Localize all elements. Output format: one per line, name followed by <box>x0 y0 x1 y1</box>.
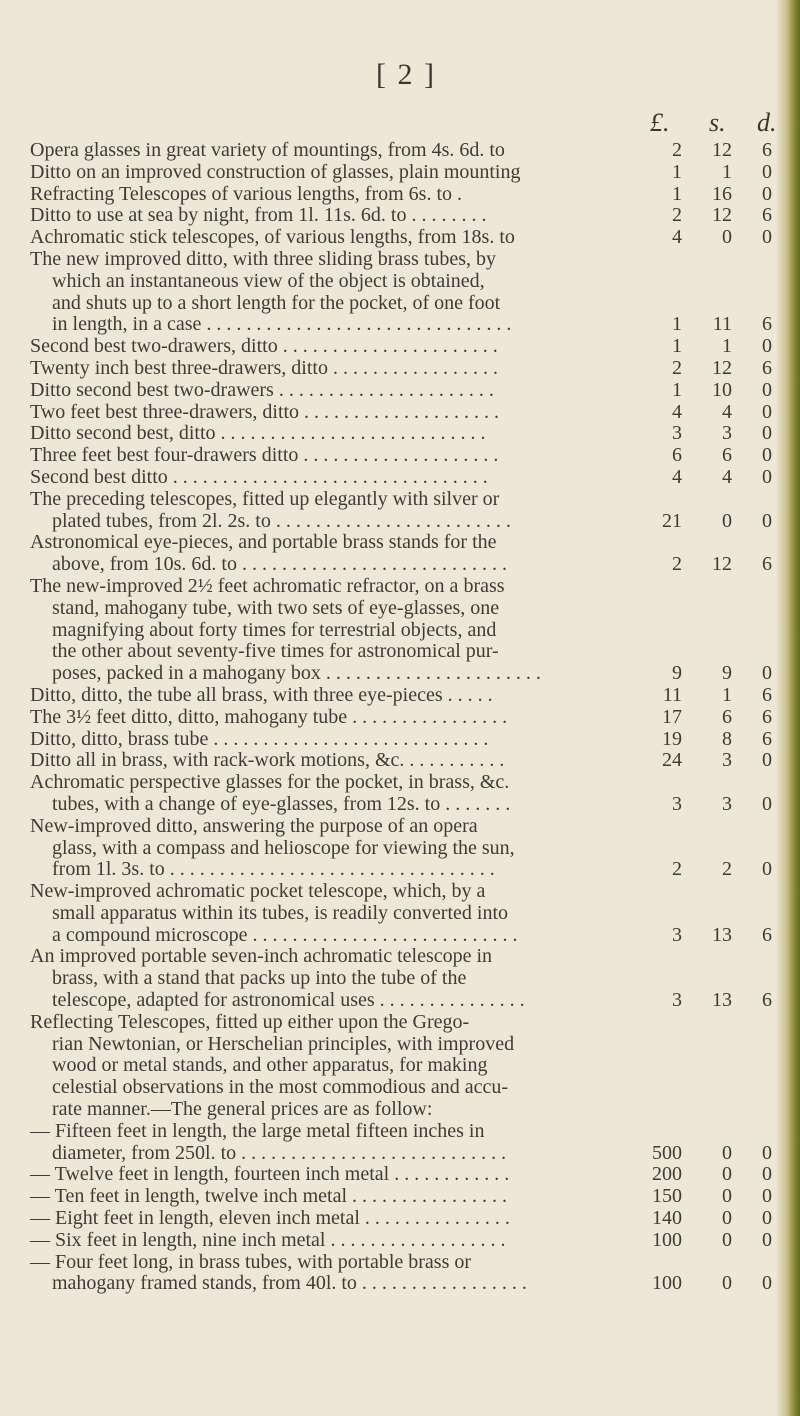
price-list-line <box>30 423 770 445</box>
item-description: above, from 10s. 6d. to . . . . . . . . . . . . . . . . . . . . . . . . . . . <box>52 553 507 576</box>
price-list-line <box>30 467 770 489</box>
item-description: rate manner.—The general prices are as follow: <box>52 1098 433 1121</box>
price-list-line <box>30 1121 770 1143</box>
price-shillings: 0 <box>722 509 732 532</box>
price-shillings: 6 <box>722 444 732 467</box>
price-list-line <box>30 663 770 685</box>
price-list-line <box>30 445 770 467</box>
item-description: Ditto second best two-drawers . . . . . . . . . . . . . . . . . . . . . . <box>30 378 494 401</box>
price-list-line <box>30 772 770 794</box>
price-list-line <box>30 162 770 184</box>
price-pence: 0 <box>762 400 772 423</box>
item-description: Achromatic stick telescopes, of various lengths, from 18s. to <box>30 226 515 249</box>
price-list-line <box>30 554 770 576</box>
price-pounds: 19 <box>662 727 682 750</box>
price-shillings: 1 <box>722 160 732 183</box>
page-number: [ 2 ] <box>376 58 436 91</box>
price-list-line <box>30 707 770 729</box>
item-description: and shuts up to a short length for the pocket, of one foot <box>52 291 501 314</box>
item-description: diameter, from 250l. to . . . . . . . . . . . . . . . . . . . . . . . . . . . <box>52 1141 507 1164</box>
price-list-line <box>30 489 770 511</box>
item-description: — Fifteen feet in length, the large metal fifteen inches in <box>30 1119 485 1142</box>
page-edge-stain <box>776 0 800 1416</box>
price-shillings: 0 <box>722 1207 732 1230</box>
price-list-line <box>30 1055 770 1077</box>
price-column-headers <box>0 100 800 137</box>
price-shillings: 3 <box>722 792 732 815</box>
price-shillings: 0 <box>722 1163 732 1186</box>
price-pounds: 24 <box>662 749 682 772</box>
price-pence: 0 <box>762 1185 772 1208</box>
price-pounds: 2 <box>672 139 682 161</box>
item-description: the other about seventy-five times for astronomical pur- <box>52 640 499 663</box>
price-list-line <box>30 314 770 336</box>
item-description: Ditto, ditto, the tube all brass, with three eye-pieces . . . . . <box>30 683 493 706</box>
price-pounds: 17 <box>662 705 682 728</box>
item-description: — Eight feet in length, eleven inch metal . . . . . . . . . . . . . . . <box>30 1207 510 1230</box>
item-description: which an instantaneous view of the object is obtained, <box>52 269 485 292</box>
price-shillings: 3 <box>722 422 732 445</box>
price-list <box>30 140 770 1295</box>
price-pounds: 140 <box>652 1207 682 1230</box>
price-shillings: 1 <box>722 683 732 706</box>
price-pounds: 3 <box>672 989 682 1012</box>
item-description: in length, in a case . . . . . . . . . . . . . . . . . . . . . . . . . . . . . . . <box>52 313 512 336</box>
price-list-line <box>30 271 770 293</box>
price-list-line <box>30 598 770 620</box>
price-list-line <box>30 1012 770 1034</box>
price-list-line <box>30 838 770 860</box>
item-description: The preceding telescopes, fitted up elegantly with silver or <box>30 487 500 510</box>
price-shillings: 16 <box>712 182 732 205</box>
price-pence: 0 <box>762 1141 772 1164</box>
price-pounds: 150 <box>652 1185 682 1208</box>
price-pence: 0 <box>762 509 772 532</box>
item-description: Refracting Telescopes of various lengths, from 6s. to . <box>30 182 463 205</box>
item-description: Reflecting Telescopes, fitted up either upon the Grego- <box>30 1010 470 1033</box>
price-list-line <box>30 925 770 947</box>
price-list-line <box>30 249 770 271</box>
price-list-line <box>30 685 770 707</box>
price-pounds: 1 <box>672 182 682 205</box>
item-description: New-improved ditto, answering the purpose of an opera <box>30 814 478 837</box>
price-shillings: 4 <box>722 400 732 423</box>
price-shillings: 6 <box>722 705 732 728</box>
price-list-line <box>30 358 770 380</box>
price-pounds: 100 <box>652 1272 682 1295</box>
price-pence: 0 <box>762 226 772 249</box>
price-pence: 0 <box>762 1163 772 1186</box>
item-description: — Ten feet in length, twelve inch metal . . . . . . . . . . . . . . . . <box>30 1185 508 1208</box>
price-shillings: 1 <box>722 335 732 358</box>
item-description: Three feet best four-drawers ditto . . . . . . . . . . . . . . . . . . . . <box>30 444 499 467</box>
item-description: The new-improved 2½ feet achromatic refractor, on a brass <box>30 574 505 597</box>
item-description: Second best ditto . . . . . . . . . . . . . . . . . . . . . . . . . . . . . . . . <box>30 465 488 488</box>
item-description: rian Newtonian, or Herschelian principles, with improved <box>52 1032 515 1055</box>
item-description: An improved portable seven-inch achromatic telescope in <box>30 945 493 968</box>
item-description: Opera glasses in great variety of mountings, from 4s. 6d. to <box>30 139 505 161</box>
price-pence: 0 <box>762 182 772 205</box>
price-pounds: 100 <box>652 1228 682 1251</box>
price-pounds: 21 <box>662 509 682 532</box>
price-shillings: 0 <box>722 1272 732 1295</box>
price-pounds: 3 <box>672 422 682 445</box>
price-pence: 0 <box>762 335 772 358</box>
item-description: Achromatic perspective glasses for the pocket, in brass, &c. <box>30 771 510 794</box>
price-list-line <box>30 1252 770 1274</box>
item-description: magnifying about forty times for terrestrial objects, and <box>52 618 497 641</box>
price-list-line <box>30 1143 770 1165</box>
price-shillings: 12 <box>712 204 732 227</box>
price-list-line <box>30 794 770 816</box>
price-list-line <box>30 402 770 424</box>
price-pounds: 4 <box>672 465 682 488</box>
price-pounds: 1 <box>672 378 682 401</box>
item-description: Second best two-drawers, ditto . . . . . . . . . . . . . . . . . . . . . . <box>30 335 498 358</box>
item-description: — Twelve feet in length, fourteen inch metal . . . . . . . . . . . . <box>30 1163 510 1186</box>
price-pence: 0 <box>762 160 772 183</box>
price-list-line <box>30 1208 770 1230</box>
price-pounds: 4 <box>672 226 682 249</box>
item-description: — Six feet in length, nine inch metal . . . . . . . . . . . . . . . . . . <box>30 1228 506 1251</box>
item-description: Ditto all in brass, with rack-work motions, &c. . . . . . . . . . . <box>30 749 505 772</box>
price-shillings: 12 <box>712 553 732 576</box>
price-shillings: 8 <box>722 727 732 750</box>
price-list-line <box>30 750 770 772</box>
price-list-line <box>30 227 770 249</box>
price-pounds: 2 <box>672 553 682 576</box>
price-list-line <box>30 990 770 1012</box>
price-pounds: 2 <box>672 356 682 379</box>
item-description: Ditto on an improved construction of glasses, plain mounting <box>30 160 521 183</box>
price-pounds: 9 <box>672 662 682 685</box>
price-pounds: 200 <box>652 1163 682 1186</box>
price-pence: 6 <box>762 139 772 161</box>
price-pence: 0 <box>762 422 772 445</box>
price-list-line <box>30 729 770 751</box>
price-list-line <box>30 1186 770 1208</box>
item-description: plated tubes, from 2l. 2s. to . . . . . . . . . . . . . . . . . . . . . . . . <box>52 509 511 532</box>
price-pounds: 3 <box>672 792 682 815</box>
item-description: glass, with a compass and helioscope for viewing the sun, <box>52 836 515 859</box>
price-pounds: 6 <box>672 444 682 467</box>
price-pounds: 2 <box>672 204 682 227</box>
item-description: — Four feet long, in brass tubes, with portable brass or <box>30 1250 472 1273</box>
price-list-line <box>30 511 770 533</box>
item-description: tubes, with a change of eye-glasses, from 12s. to . . . . . . . <box>52 792 511 815</box>
item-description: stand, mahogany tube, with two sets of eye-glasses, one <box>52 596 500 619</box>
price-shillings: 0 <box>722 226 732 249</box>
price-list-line <box>30 641 770 663</box>
price-pence: 0 <box>762 1228 772 1251</box>
price-list-line <box>30 946 770 968</box>
item-description: Astronomical eye-pieces, and portable brass stands for the <box>30 531 497 554</box>
price-pounds: 1 <box>672 335 682 358</box>
price-shillings: 9 <box>722 662 732 685</box>
price-list-line <box>30 205 770 227</box>
item-description: Ditto second best, ditto . . . . . . . . . . . . . . . . . . . . . . . . . . . <box>30 422 486 445</box>
price-pounds: 1 <box>672 313 682 336</box>
item-description: wood or metal stands, and other apparatus, for making <box>52 1054 488 1077</box>
price-pence: 6 <box>762 727 772 750</box>
price-shillings: 13 <box>712 989 732 1012</box>
price-pence: 0 <box>762 749 772 772</box>
price-pence: 0 <box>762 1207 772 1230</box>
item-description: from 1l. 3s. to . . . . . . . . . . . . . . . . . . . . . . . . . . . . . . . . . <box>52 858 495 881</box>
price-pence: 6 <box>762 356 772 379</box>
price-shillings: 0 <box>722 1141 732 1164</box>
item-description: celestial observations in the most commodious and accu- <box>52 1076 508 1099</box>
price-shillings: 0 <box>722 1228 732 1251</box>
price-pounds: 2 <box>672 858 682 881</box>
price-list-line <box>30 1034 770 1056</box>
price-pence: 6 <box>762 923 772 946</box>
price-list-line <box>30 184 770 206</box>
price-shillings: 3 <box>722 749 732 772</box>
price-list-line <box>30 1099 770 1121</box>
price-pence: 0 <box>762 858 772 881</box>
item-description: small apparatus within its tubes, is readily converted into <box>52 901 509 924</box>
price-list-line <box>30 576 770 598</box>
price-pence: 0 <box>762 792 772 815</box>
price-shillings: 13 <box>712 923 732 946</box>
price-list-line <box>30 859 770 881</box>
price-pence: 0 <box>762 465 772 488</box>
price-pence: 6 <box>762 705 772 728</box>
price-shillings: 4 <box>722 465 732 488</box>
price-pounds: 1 <box>672 160 682 183</box>
price-shillings: 12 <box>712 356 732 379</box>
item-description: Ditto, ditto, brass tube . . . . . . . . . . . . . . . . . . . . . . . . . . . . <box>30 727 489 750</box>
price-list-line <box>30 380 770 402</box>
price-pence: 0 <box>762 378 772 401</box>
price-pence: 6 <box>762 313 772 336</box>
item-description: poses, packed in a mahogany box . . . . . . . . . . . . . . . . . . . . . . <box>52 662 541 685</box>
price-list-line <box>30 1230 770 1252</box>
price-list-line <box>30 1077 770 1099</box>
shillings-header: s. <box>709 108 726 137</box>
price-list-line <box>30 293 770 315</box>
price-pence: 6 <box>762 204 772 227</box>
price-list-line <box>30 881 770 903</box>
price-list-line <box>30 532 770 554</box>
price-list-line <box>30 816 770 838</box>
item-description: The 3½ feet ditto, ditto, mahogany tube . . . . . . . . . . . . . . . . <box>30 705 508 728</box>
item-description: New-improved achromatic pocket telescope, which, by a <box>30 880 486 903</box>
item-description: brass, with a stand that packs up into the tube of the <box>52 967 467 990</box>
price-list-line <box>30 903 770 925</box>
price-list-line <box>30 140 770 162</box>
price-shillings: 11 <box>712 313 732 336</box>
item-description: a compound microscope . . . . . . . . . . . . . . . . . . . . . . . . . . . <box>52 923 518 946</box>
pounds-header: £. <box>650 108 670 137</box>
price-pence: 6 <box>762 553 772 576</box>
price-shillings: 0 <box>722 1185 732 1208</box>
price-shillings: 2 <box>722 858 732 881</box>
item-description: telescope, adapted for astronomical uses . . . . . . . . . . . . . . . <box>52 989 525 1012</box>
price-pence: 6 <box>762 683 772 706</box>
price-pence: 0 <box>762 444 772 467</box>
item-description: mahogany framed stands, from 40l. to . . . . . . . . . . . . . . . . . <box>52 1272 527 1295</box>
item-description: Twenty inch best three-drawers, ditto . . . . . . . . . . . . . . . . . <box>30 356 498 379</box>
price-pounds: 4 <box>672 400 682 423</box>
price-list-line <box>30 1273 770 1295</box>
price-shillings: 12 <box>712 139 732 161</box>
price-shillings: 10 <box>712 378 732 401</box>
price-list-line <box>30 968 770 990</box>
price-list-line <box>30 1164 770 1186</box>
price-list-line <box>30 336 770 358</box>
price-pence: 0 <box>762 662 772 685</box>
price-pence: 6 <box>762 989 772 1012</box>
price-pounds: 11 <box>662 683 682 706</box>
item-description: Ditto to use at sea by night, from 1l. 11s. 6d. to . . . . . . . . <box>30 204 487 227</box>
price-list-line <box>30 620 770 642</box>
item-description: Two feet best three-drawers, ditto . . . . . . . . . . . . . . . . . . . . <box>30 400 500 423</box>
price-pounds: 3 <box>672 923 682 946</box>
pence-header: d. <box>757 108 777 137</box>
price-pence: 0 <box>762 1272 772 1295</box>
item-description: The new improved ditto, with three sliding brass tubes, by <box>30 247 497 270</box>
price-pounds: 500 <box>652 1141 682 1164</box>
